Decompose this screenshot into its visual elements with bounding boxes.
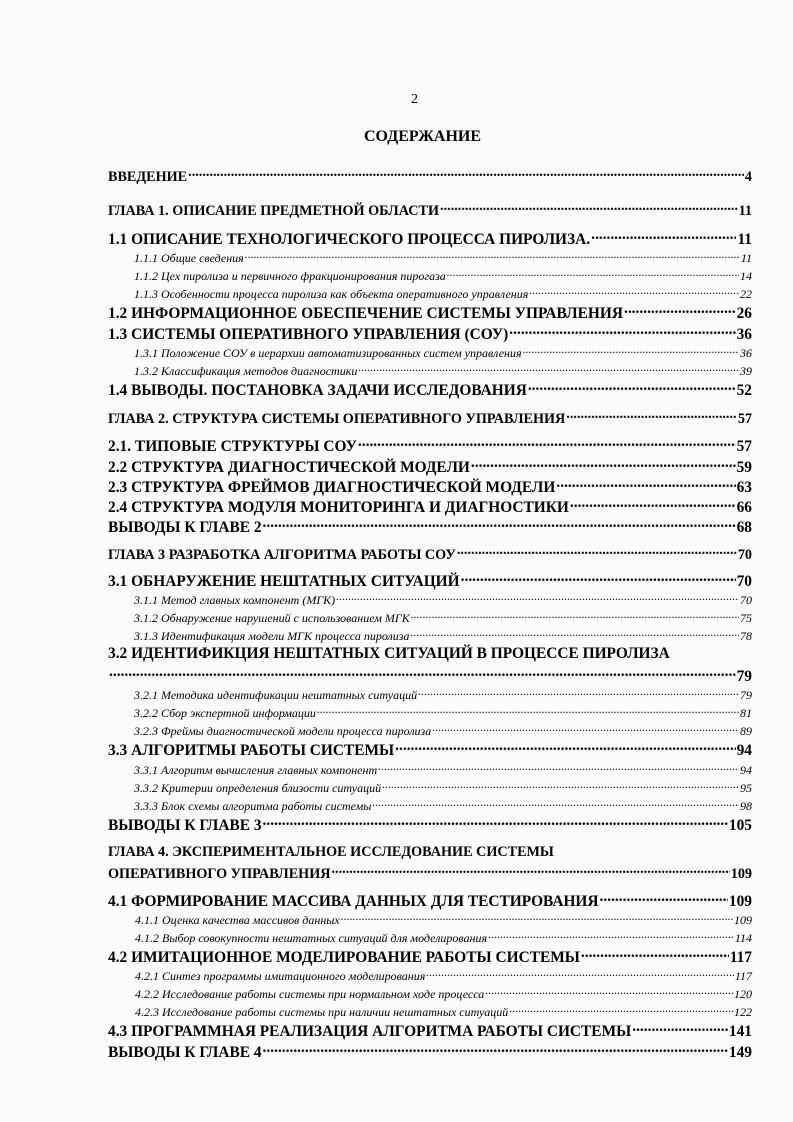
toc-entry[interactable]: 1.1.3 Особенности процесса пиролиза как объекта оперативного управления ..... 22 xyxy=(134,286,752,302)
toc-entry[interactable]: 1.3.1 Положение СОУ в иерархии автоматизированных систем управления ..... 36 xyxy=(134,345,752,361)
toc-entry[interactable]: 3.2.1 Методика идентификации нештатных ситуаций ..... 79 xyxy=(134,687,752,703)
toc-entry[interactable]: ГЛАВА 1. ОПИСАНИЕ ПРЕДМЕТНОЙ ОБЛАСТИ ..... 11 xyxy=(108,201,752,220)
page-number: 2 xyxy=(411,92,418,107)
toc-entry[interactable]: 3.3.2 Критерии определения близости ситуаций ..... 95 xyxy=(134,780,752,796)
toc-entry[interactable]: 4.2.3 Исследование работы системы при наличии нештатных ситуаций ..... 122 xyxy=(135,1004,752,1020)
toc-entry[interactable]: 3.3.1 Алгоритм вычисления главных компонент ..... 94 xyxy=(134,762,752,778)
toc-entry[interactable]: 1.3.2 Классификация методов диагностики ..... 39 xyxy=(134,363,752,379)
toc-entry[interactable]: ВЫВОДЫ К ГЛАВЕ 3 ..... 105 xyxy=(108,815,752,835)
toc-entry-wrapped-line[interactable]: ГЛАВА 4. ЭКСПЕРИМЕНТАЛЬНОЕ ИССЛЕДОВАНИЕ СИСТЕМЫ xyxy=(108,844,554,860)
toc-title: СОДЕРЖАНИЕ xyxy=(363,128,482,145)
toc-entry[interactable]: 3.1.2 Обнаружение нарушений с использованием МГК ..... 75 xyxy=(134,610,752,626)
toc-entry[interactable]: ГЛАВА 3 РАЗРАБОТКА АЛГОРИТМА РАБОТЫ СОУ ..... 70 xyxy=(108,545,752,564)
toc-entry[interactable]: ВЫВОДЫ К ГЛАВЕ 2 ..... 68 xyxy=(108,517,752,537)
toc-entry[interactable]: 3.1 ОБНАРУЖЕНИЕ НЕШТАТНЫХ СИТУАЦИЙ ..... 70 xyxy=(108,571,752,591)
toc-entry[interactable]: 1.2 ИНФОРМАЦИОННОЕ ОБЕСПЕЧЕНИЕ СИСТЕМЫ УПРАВЛЕНИЯ ..... 26 xyxy=(108,303,752,323)
toc-entry[interactable]: 4.1.1 Оценка качества массивов данных ..... 109 xyxy=(135,912,752,928)
toc-entry[interactable]: 3.3.3 Блок схемы алгоритма работы системы ..... 98 xyxy=(134,798,752,814)
toc-entry[interactable]: 1.1.2 Цех пиролиза и первичного фракционирования пирогаза ..... 14 xyxy=(134,268,752,284)
toc-entry[interactable]: 2.2 СТРУКТУРА ДИАГНОСТИЧЕСКОЙ МОДЕЛИ ..... 59 xyxy=(108,457,752,477)
toc-entry[interactable]: 1.1 ОПИСАНИЕ ТЕХНОЛОГИЧЕСКОГО ПРОЦЕССА ПИРОЛИЗА. ..... 11 xyxy=(108,229,752,249)
toc-entry[interactable]: 3.3 АЛГОРИТМЫ РАБОТЫ СИСТЕМЫ ..... 94 xyxy=(108,740,752,760)
toc-entry[interactable]: 4.1 ФОРМИРОВАНИЕ МАССИВА ДАННЫХ ДЛЯ ТЕСТИРОВАНИЯ ..... 109 xyxy=(108,891,752,911)
toc-entry[interactable]: 3.2.2 Сбор экспертной информации ..... 81 xyxy=(134,705,752,721)
toc-entry[interactable]: 4.3 ПРОГРАММНАЯ РЕАЛИЗАЦИЯ АЛГОРИТМА РАБОТЫ СИСТЕМЫ ..... 141 xyxy=(108,1021,752,1041)
toc-entry[interactable]: 4.2.1 Синтез программы имитационного моделирования ..... 117 xyxy=(135,968,752,984)
toc-entry[interactable]: ОПЕРАТИВНОГО УПРАВЛЕНИЯ ..... 109 xyxy=(108,864,752,883)
toc-entry-wrapped-line[interactable]: 3.2 ИДЕНТИФИКЦИЯ НЕШТАТНЫХ СИТУАЦИЙ В ПРОЦЕССЕ ПИРОЛИЗА xyxy=(108,645,670,662)
toc-entry[interactable]: 2.3 СТРУКТУРА ФРЕЙМОВ ДИАГНОСТИЧЕСКОЙ МОДЕЛИ ..... 63 xyxy=(108,477,752,497)
toc-entry[interactable]: ..... 79 xyxy=(108,666,752,686)
toc-entry[interactable]: 3.1.1 Метод главных компонент (МГК) ..... 70 xyxy=(134,592,752,608)
toc-entry[interactable]: 1.3 СИСТЕМЫ ОПЕРАТИВНОГО УПРАВЛЕНИЯ (СОУ) ..... 36 xyxy=(108,324,752,344)
toc-entry[interactable]: 4.1.2 Выбор совокупности нештатных ситуаций для моделирования ..... 114 xyxy=(135,930,752,946)
toc-entry[interactable]: 2.1. ТИПОВЫЕ СТРУКТУРЫ СОУ ..... 57 xyxy=(108,436,752,456)
toc-entry[interactable]: 4.2 ИМИТАЦИОННОЕ МОДЕЛИРОВАНИЕ РАБОТЫ СИСТЕМЫ ..... 117 xyxy=(108,947,752,967)
toc-entry[interactable]: 4.2.2 Исследование работы системы при нормальном ходе процесса ..... 120 xyxy=(135,986,752,1002)
toc-entry[interactable]: 2.4 СТРУКТУРА МОДУЛЯ МОНИТОРИНГА И ДИАГНОСТИКИ ..... 66 xyxy=(108,497,752,517)
toc-entry[interactable]: 1.1.1 Общие сведения ..... 11 xyxy=(134,250,752,266)
toc-entry[interactable]: ВЫВОДЫ К ГЛАВЕ 4 ..... 149 xyxy=(108,1042,752,1062)
toc-entry[interactable]: ВВЕДЕНИЕ ..... 4 xyxy=(108,167,752,186)
toc-entry[interactable]: 1.4 ВЫВОДЫ. ПОСТАНОВКА ЗАДАЧИ ИССЛЕДОВАНИЯ ..... 52 xyxy=(108,380,752,400)
toc-entry[interactable]: 3.1.3 Идентификация модели МГК процесса пиролиза ..... 78 xyxy=(134,628,752,644)
toc-entry[interactable]: ГЛАВА 2. СТРУКТУРА СИСТЕМЫ ОПЕРАТИВНОГО УПРАВЛЕНИЯ ..... 57 xyxy=(108,409,752,428)
toc-entry[interactable]: 3.2.3 Фреймы диагностической модели процесса пиролиза ..... 89 xyxy=(134,723,752,739)
